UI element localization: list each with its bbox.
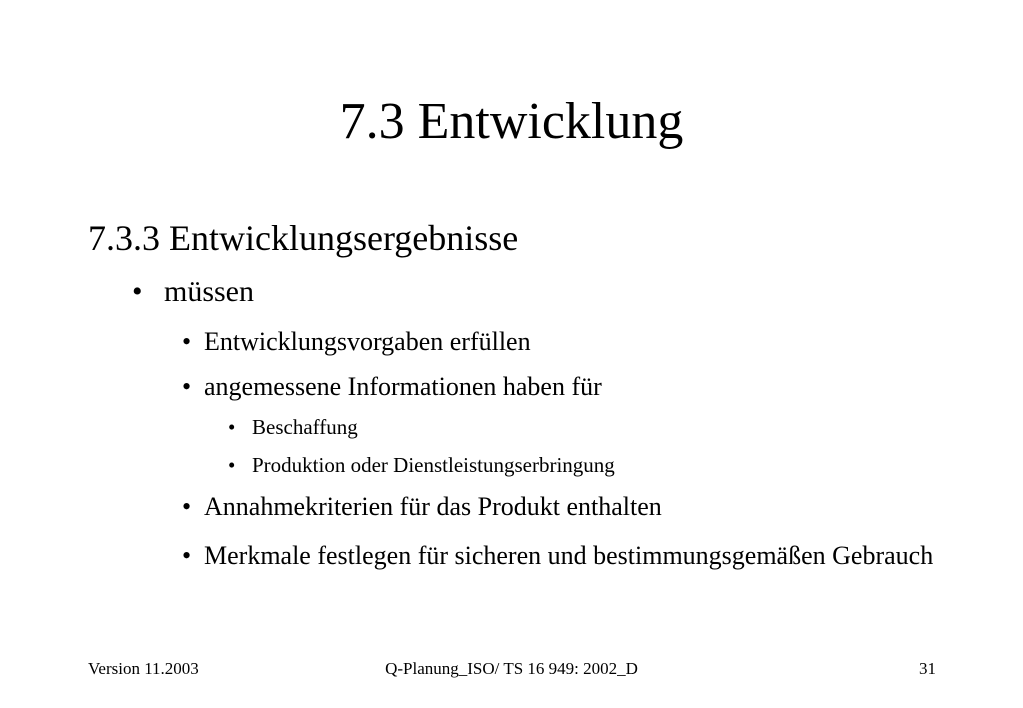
section-heading: 7.3.3 Entwicklungsergebnisse (88, 218, 519, 258)
footer-page-number: 31 (919, 659, 936, 678)
footer-version: Version 11.2003 (88, 659, 199, 678)
bullet-beschaffung (228, 414, 358, 440)
bullet-dot: • (182, 372, 192, 401)
bullet-text: Merkmale festlegen für sicheren und bestimmungsgemäßen Gebrauch (204, 541, 934, 570)
bullet-text: Entwicklungsvorgaben erfüllen (204, 327, 531, 356)
bullet-dot: • (228, 453, 236, 477)
slide-title: 7.3 Entwicklung (339, 93, 684, 150)
bullet-dot: • (182, 327, 192, 356)
bullet-dot: • (182, 541, 192, 570)
bullet-text: Beschaffung (252, 415, 358, 439)
bullet-dot: • (182, 492, 192, 521)
bullet-text: Annahmekriterien für das Produkt enthalten (204, 492, 662, 521)
bullet-dot: • (228, 415, 236, 439)
bullet-muessen (132, 274, 254, 310)
bullet-text: angemessene Informationen haben für (204, 372, 602, 401)
bullet-annahmekriterien (182, 491, 662, 523)
bullet-dot: • (132, 275, 143, 308)
footer-document: Q-Planung_ISO/ TS 16 949: 2002_D (385, 659, 638, 678)
bullet-informationen (182, 371, 602, 403)
bullet-text: Produktion oder Dienstleistungserbringung (252, 453, 615, 477)
bullet-text: müssen (164, 275, 254, 308)
bullet-produktion (228, 452, 615, 478)
bullet-merkmale (182, 540, 972, 572)
bullet-entwicklungsvorgaben (182, 326, 531, 358)
